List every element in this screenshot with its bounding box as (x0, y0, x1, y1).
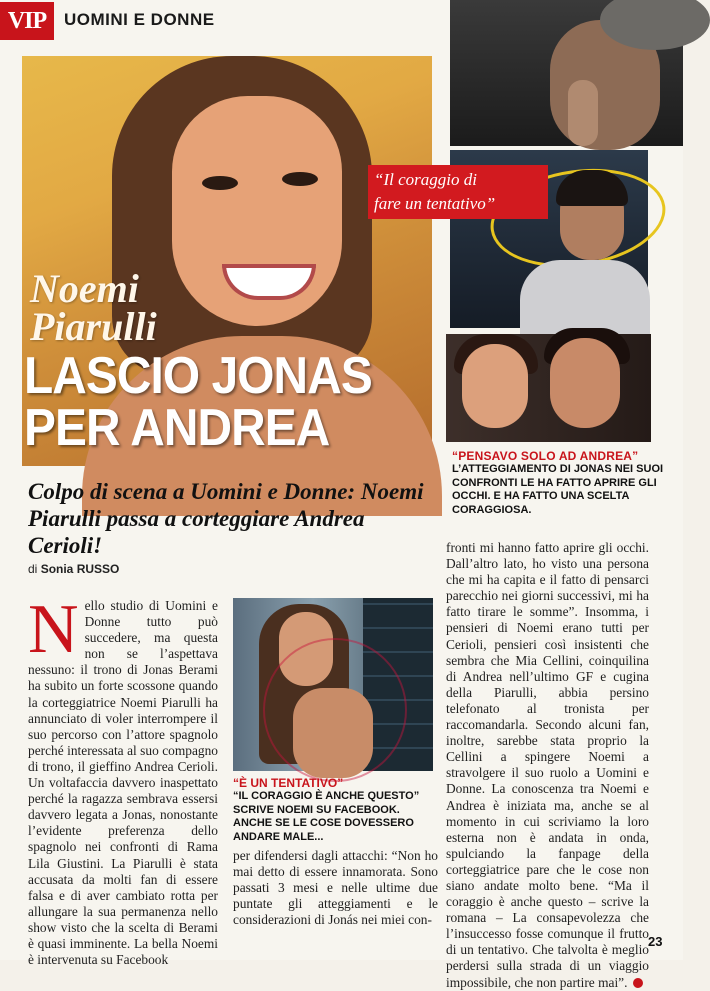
selfie-face-left (462, 344, 528, 428)
photo-selfie (446, 334, 651, 442)
headline (24, 347, 372, 457)
photo-noemi-mirror (233, 598, 433, 771)
body-column-2: per difendersi dagli attacchi: “Non ho mai detto di essere innamorata. Sono passati 3 mesi e nelle ultime due puntate gli atteggiamenti e le considerazioni di Jonás nei miei con- (233, 848, 438, 928)
hero-eye-right (282, 172, 318, 186)
headline-line-2: PER ANDREA (24, 399, 330, 457)
inset-caption-title: “È UN TENTATIVO” (233, 776, 344, 790)
body-column-3-text: fronti mi hanno fatto aprire gli occhi. Dall’altro lato, ho visto una persona che mi ha capita e il fatto di pensarci parecchio nei giorni successivi, mi ha fatto tirare le somme”. Insomma, i pensieri di Noemi erano tutti per Cerioli, pensieri così insistenti che sembra che Mia Cellini, coinquilina di Andrea nell’ultimo GF e cugina della Piarulli, abbia persino telefonato al tronista per raccomandarla. Secondo alcuni fan, inoltre, sarebbe stata proprio la Cellini a spingere Noemi a stravolgere il suo ruolo a Uomini e Donne. La conoscenza tra Noemi e Andrea è iniziata ma, anche se al momento in cui scriviamo la loro esterna non è andata in onda, spulciando la fanpage della corteggiatrice pare che le cose non siano andate molto bene. “Ma il coraggio è anche questo – scrive la romana – La consapevolezza che l’insuccesso fosse comunque il frutto di un tentativo. Che talvolta è meglio perdersi sulla strada di un viaggio impossibile, che non partire mai”. (446, 540, 649, 990)
photo-top-hand (568, 80, 598, 146)
magazine-logo: VIP (0, 2, 54, 40)
inset-caption-text: “IL CORAGGIO È ANCHE QUESTO” SCRIVE NOEMI SU FACEBOOK. ANCHE SE LE COSE DOVESSERO ANDARE MALE... (233, 790, 420, 843)
hero-name-first: Noemi (30, 266, 139, 311)
caption-title: “PENSAVO SOLO AD ANDREA” (452, 449, 639, 463)
caption-text: L’ATTEGGIAMENTO DI JONAS NEI SUOI CONFRONTI LE HA FATTO APRIRE GLI OCCHI. E HA FATTO UNA SCELTA CORAGGIOSA. (452, 463, 664, 516)
pull-quote-line-2: fare un tentativo” (374, 194, 496, 213)
pull-quote (368, 165, 548, 219)
article-deck: Colpo di scena a Uomini e Donne: Noemi Piarulli passa a corteggiare Andrea Cerioli! (28, 479, 424, 558)
section-title: UOMINI E DONNE (64, 10, 215, 29)
headline-line-1: LASCIO JONAS (24, 347, 372, 405)
byline-prefix: di (28, 562, 38, 576)
body-column-1 (28, 591, 218, 968)
byline (28, 562, 119, 576)
drop-cap: N (28, 591, 79, 668)
byline-author: Sonia RUSSO (40, 562, 120, 576)
body-column-1-text: ello studio di Uomini e Donne tutto può succedere, ma questa non se l’aspettava nessuno: il trono di Jonas Berami ha subito un forte scossone quando la corteggiatrice Noemi Piarulli ha annunciato di voler interrompere il suo percorso con l’attore spagnolo perché interessata al suo compagno di trono, il gieffino Andrea Cerioli. Un voltafaccia davvero inaspettato perché la ragazza sembrava essersi davvero legata a Jonas, nonostante l’evidente preferenza dello spagnolo nei confronti di Rama Lila Giustini. La Piarulli è stata accusata da molti fan di essere falsa e di aver cambiato rotta per allungare la sua permanenza nello show visto che la scelta di Berami è quasi imminente. La bella Noemi è intervenuta su Facebook (28, 598, 218, 968)
pull-quote-line-1: “Il coraggio di (374, 170, 477, 189)
hero-name (30, 266, 157, 349)
hero-name-last: Piarulli (30, 304, 157, 349)
watermark-stamp (263, 638, 407, 782)
hero-eye-left (202, 176, 238, 190)
body-column-3 (446, 540, 649, 991)
photo-smoking-man (450, 0, 683, 146)
page-number: 23 (648, 934, 663, 949)
end-mark-icon (633, 978, 643, 988)
selfie-face-right (550, 338, 620, 428)
